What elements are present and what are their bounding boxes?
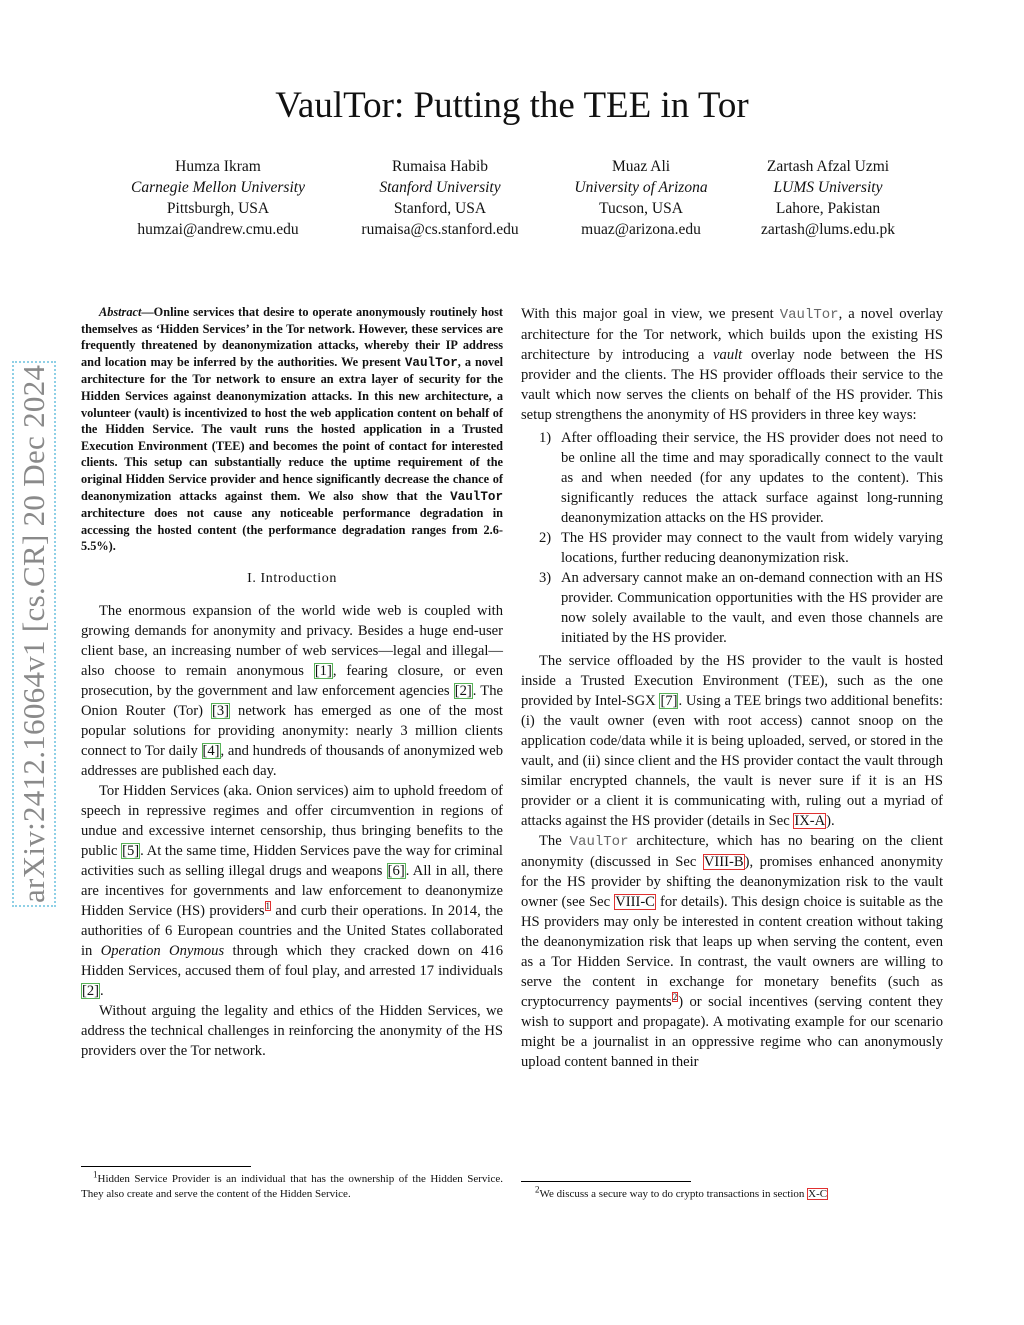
- section-link[interactable]: IX-A: [794, 813, 826, 829]
- abstract-label: Abstract: [99, 305, 142, 319]
- list-item: 3) An adversary cannot make an on-demand connection with an HS provider. Communication opportunities with the HS provider are now solely available to the vault, and even those channels are initiated by the HS provider.: [539, 570, 943, 646]
- system-name: VaulTor: [450, 489, 503, 504]
- paragraph: Tor Hidden Services (aka. Onion services) aim to uphold freedom of speech in repressive regimes and offer circumvention in regions of undue and excessive internet censorship, thus bringing benefits to the public [5]. At the same time, Hidden Services pave the way for criminal activities such as selling illegal drugs and weapons [6]. All in all, there are incentives for governments and law enforcement to deanonymize Hidden Service (HS) providers$^1$ and curb their operations. In 2014, the authorities of 6 European countries and the United States collaborated in Operation Onymous through which they cracked down on 416 Hidden Services, accused them of foul play, and arrested 17 individuals [2].: [81, 782, 504, 999]
- citation-link[interactable]: [3]: [212, 702, 230, 719]
- section-link[interactable]: VIII-C: [615, 894, 655, 910]
- footnote-rule: [81, 1166, 251, 1167]
- author-block: [562, 156, 720, 240]
- author-block: [342, 156, 538, 240]
- author-email: humzai@andrew.cmu.edu: [137, 221, 299, 238]
- author-block: [118, 156, 318, 240]
- paragraph: The VaulTor architecture, which has no bearing on the client anonymity (discussed in Sec VIII-B), promises enhanced anonymity for the HS provider by shifting the deanonymization risk to the vault owner (see Sec VIII-C for details). This design choice is suitable as the HS providers may only be interested in content creation without taking the deanonymization risk that leaps up when serving the content, even as a Tor Hidden Service. In contrast, the vault owners are willing to serve the content in exchange for monetary benefits (such as cryptocurrency payments$^2$) or social incentives (serving content they wish to support and propagate). A motivating example for our scenario might be a journalist in an oppressive regime who can anonymously upload content banned in their: [521, 833, 943, 1070]
- author-location: Tucson, USA: [599, 200, 683, 217]
- left-column: [81, 304, 503, 1061]
- paragraph: Without arguing the legality and ethics of the Hidden Services, we address the technical challenges in reinforcing the anonymity of the HS providers over the Tor network.: [81, 1002, 503, 1059]
- section-heading-introduction: I. Introduction: [247, 570, 337, 586]
- citation-link[interactable]: [4]: [202, 742, 220, 759]
- footnote-2: $^2$We discuss a secure way to do crypto transactions in section X-C: [535, 1184, 828, 1200]
- anonymity-benefits-list: [521, 428, 943, 648]
- author-name: Humza Ikram: [175, 158, 261, 175]
- system-name: VaulTor: [404, 355, 458, 370]
- author-name: Zartash Afzal Uzmi: [766, 158, 890, 175]
- paragraph: The enormous expansion of the world wide web is coupled with growing demands for anonymity and privacy. Besides a huge end-user client base, an increasing number of web services—legal and illegal—also choose to remain anonymous [1], fearing closure, or even prosecution, by the government and law enforcement agencies [2]. The Onion Router (Tor) [3] network has emerged as one of the most popular solutions for providing anonymity: nearly 3 million clients connect to Tor daily [4], and hundreds of thousands of anonymized web addresses are published each day.: [81, 602, 504, 779]
- footnote-link[interactable]: 1: [265, 901, 270, 912]
- author-affiliation: University of Arizona: [574, 179, 708, 196]
- author-location: Pittsburgh, USA: [166, 200, 270, 217]
- operation-name: Operation Onymous: [100, 942, 225, 959]
- citation-link[interactable]: [5]: [122, 842, 140, 859]
- paragraph: The service offloaded by the HS provider to the vault is hosted inside a Trusted Execution Environment (TEE), such as the one provided by Intel-SGX [7]. Using a TEE brings two additional benefits: (i) the vault owner (even with root access) cannot snoop on the application code/data while it is being uploaded, served, or stored in the vault, and (ii) since client and the HS provider contact the vault through similar encrypted channels, the vault is never sure if it is an HS provider or a client it is communicating with, ruling out a myriad of attacks against the HS provider (details in Sec IX-A).: [521, 653, 944, 829]
- arxiv-identifier[interactable]: arXiv:2412.16064v1 [cs.CR] 20 Dec 2024: [16, 364, 51, 903]
- citation-link[interactable]: [6]: [387, 862, 405, 879]
- paper-title: VaulTor: Putting the TEE in Tor: [275, 85, 749, 126]
- author-location: Stanford, USA: [393, 200, 487, 217]
- author-affiliation: Stanford University: [379, 179, 501, 196]
- footnote-link[interactable]: 2: [672, 992, 678, 1003]
- citation-link[interactable]: [2]: [82, 982, 100, 999]
- author-affiliation: Carnegie Mellon University: [131, 179, 305, 196]
- footnote-1: $^1$Hidden Service Provider is an individual that has the ownership of the Hidden Service. They also create and serve the content of the Hidden Service.: [81, 1169, 503, 1200]
- citation-link[interactable]: [1]: [314, 662, 332, 679]
- author-affiliation: LUMS University: [773, 179, 883, 196]
- abstract: Abstract—Online services that desire to operate anonymously routinely host themselves as ‘Hidden Services’ in the Tor network. However, these services are frequently threatened by deanonymization attacks, whereby their IP address and location may be inferred by the authorities. We present VaulTor, a novel architecture for the Tor network to ensure an extra layer of security for the Hidden Services against deanonymization attacks. In this new architecture, a volunteer (vault) is incentivized to host the web application content on behalf of the Hidden Service. The vault runs the hosted application in a Trusted Execution Environment (TEE) and becomes the point of contact for interested clients. This setup can substantially reduce the uptime requirement of the original Hidden Service provider and hence significantly decrease the chance of deanonymization attacks against them. We also show that the VaulTor architecture does not cause any noticeable performance degradation in accessing the hosted content (the performance degradation ranges from 2.6-5.5%).: [81, 305, 503, 554]
- author-location: Lahore, Pakistan: [775, 200, 881, 217]
- footnote-rule: [521, 1181, 691, 1182]
- author-email: muaz@arizona.edu: [581, 221, 701, 238]
- section-link[interactable]: VIII-B: [703, 854, 744, 870]
- citation-link[interactable]: [7]: [660, 693, 678, 709]
- list-item: 1) After offloading their service, the HS provider does not need to be online all the time and may sporadically connect to the vault as and when needed (for any updates to the content). This significantly reduces the attack surface against long-running deanonymization attacks on the HS provider.: [539, 430, 943, 526]
- system-name: VaulTor: [779, 307, 839, 323]
- section-link[interactable]: X-C: [808, 1188, 828, 1200]
- author-name: Muaz Ali: [611, 158, 671, 175]
- author-email: rumaisa@cs.stanford.edu: [361, 221, 519, 238]
- citation-link[interactable]: [2]: [454, 682, 472, 699]
- paragraph: With this major goal in view, we present VaulTor, a novel overlay architecture for the Tor network, which builds upon the existing HS architecture by introducing a vault overlay node between the HS provider and the clients. The HS provider offloads their service to the vault which now serves the clients on behalf of the HS provider. This setup strengthens the anonymity of HS providers in three key ways:: [521, 306, 943, 423]
- author-name: Rumaisa Habib: [392, 158, 488, 175]
- right-column: [521, 304, 943, 1072]
- author-block: [742, 156, 914, 240]
- author-email: zartash@lums.edu.pk: [761, 221, 895, 238]
- system-name: VaulTor: [569, 834, 629, 850]
- list-item: 2) The HS provider may connect to the vault from widely varying locations, further reducing deanonymization risk.: [539, 530, 943, 566]
